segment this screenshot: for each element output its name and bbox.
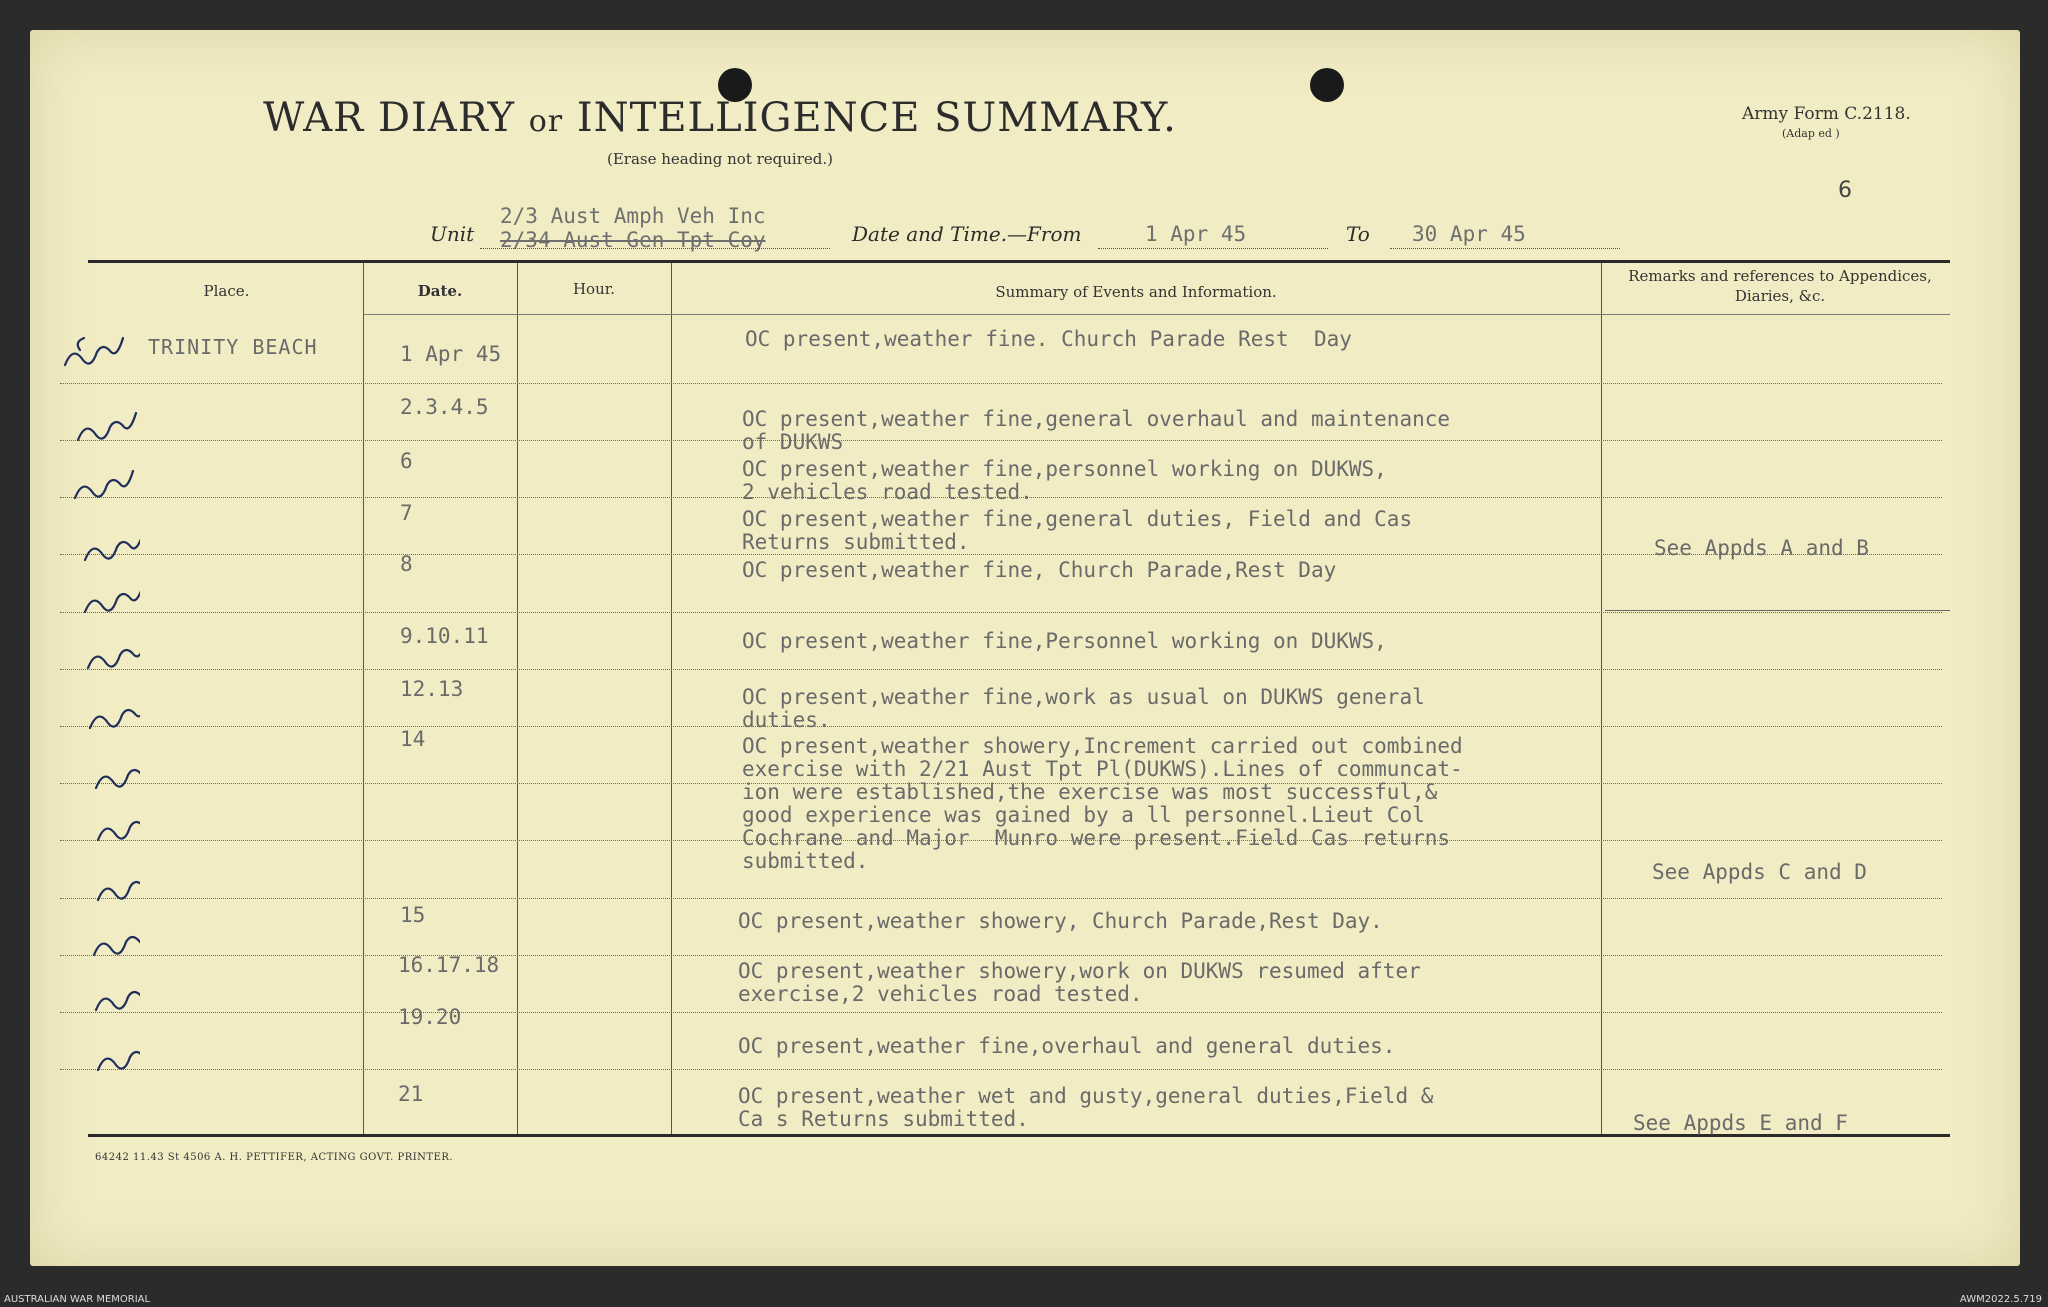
entry-summary: OC present,weather fine,general overhaul and maintenance of DUKWS xyxy=(742,407,1451,454)
header-remarks: Remarks and references to Appendices, Diaries, &c. xyxy=(1628,267,1932,305)
row-separator xyxy=(60,898,1942,899)
entry-summary: OC present,weather fine,work as usual on DUKWS general duties. xyxy=(742,685,1425,732)
entry-date: 12.13 xyxy=(400,677,464,701)
column-divider xyxy=(671,263,672,1134)
entry-place: TRINITY BEACH xyxy=(148,335,318,359)
to-label: To xyxy=(1346,222,1370,246)
row-separator xyxy=(60,669,1942,670)
from-date: 1 Apr 45 xyxy=(1145,222,1247,246)
header-date: Date. xyxy=(417,282,463,300)
to-date: 30 Apr 45 xyxy=(1412,222,1526,246)
column-divider xyxy=(517,263,518,1134)
page-corner-mark: 6 xyxy=(1838,178,1852,203)
remarks-underline xyxy=(1605,610,1950,611)
row-separator xyxy=(60,955,1942,956)
entry-summary: OC present,weather showery,work on DUKWS resumed after exercise,2 vehicles road tested. xyxy=(738,959,1421,1006)
entry-date: 7 xyxy=(400,501,413,525)
row-separator xyxy=(60,383,1942,384)
entry-remarks: See Appds E and F xyxy=(1633,1111,1848,1135)
entry-date: 14 xyxy=(400,727,426,751)
entry-date: 19.20 xyxy=(398,1005,462,1029)
entry-date: 1 Apr 45 xyxy=(400,342,502,366)
column-divider xyxy=(1601,263,1602,1134)
unit-line-2-struck: 2/34 Aust Gen Tpt Coy xyxy=(500,228,766,252)
header-underline xyxy=(363,314,1950,315)
entry-summary: OC present,weather fine,personnel working on DUKWS, 2 vehicles road tested. xyxy=(742,457,1387,504)
entry-date: 8 xyxy=(400,552,413,576)
unit-underline xyxy=(480,248,830,249)
army-form-adapted: (Adap ed ) xyxy=(1782,127,1840,140)
document-title: WAR DIARY or INTELLIGENCE SUMMARY. xyxy=(263,95,1177,141)
table-top-rule xyxy=(88,260,1950,263)
entry-summary: OC present,weather fine,overhaul and general duties. xyxy=(738,1034,1396,1058)
entry-remarks: See Appds A and B xyxy=(1654,536,1869,560)
entry-summary: OC present,weather fine,general duties, Field and Cas Returns submitted. xyxy=(742,507,1413,554)
entry-date: 6 xyxy=(400,449,413,473)
date-time-label: Date and Time.—From xyxy=(852,222,1082,246)
column-divider xyxy=(363,263,364,1134)
row-separator xyxy=(60,1069,1942,1070)
entry-summary: OC present,weather fine,Personnel working on DUKWS, xyxy=(742,629,1387,653)
entry-date: 9.10.11 xyxy=(400,624,489,648)
entry-summary: OC present,weather wet and gusty,general duties,Field & Ca s Returns submitted. xyxy=(738,1084,1434,1131)
row-separator xyxy=(60,612,1942,613)
document-subtitle: (Erase heading not required.) xyxy=(606,150,834,168)
entry-date: 16.17.18 xyxy=(398,953,500,977)
entry-date: 15 xyxy=(400,903,426,927)
entry-remarks: See Appds C and D xyxy=(1652,860,1867,884)
entry-date: 21 xyxy=(398,1082,424,1106)
unit-line-1: 2/3 Aust Amph Veh Inc xyxy=(500,204,766,228)
archive-label-right: AWM2022.5.719 xyxy=(1959,1294,2042,1305)
header-hour: Hour. xyxy=(572,280,616,298)
army-form-number: Army Form C.2118. xyxy=(1742,104,1911,124)
entry-summary: OC present,weather fine, Church Parade,Rest Day xyxy=(742,558,1337,582)
header-place: Place. xyxy=(203,282,250,300)
entry-date: 2.3.4.5 xyxy=(400,395,489,419)
handwritten-initials xyxy=(60,310,140,1110)
printer-footer: 64242 11.43 St 4506 A. H. PETTIFER, ACTING GOVT. PRINTER. xyxy=(95,1152,454,1163)
entry-summary: OC present,weather showery, Church Parade,Rest Day. xyxy=(738,909,1383,933)
entry-summary: OC present,weather showery,Increment carried out combined exercise with 2/21 Aust Tpt Pl(DUKWS).Lines of communcat- ion were established,the exercise was most successful,& good experience was gained by a ll personnel.Lieut Col Cochrane and Major Munro were present.Field Cas returns submitted. xyxy=(742,734,1463,873)
from-underline xyxy=(1098,248,1328,249)
header-summary: Summary of Events and Information. xyxy=(995,283,1277,301)
unit-label: Unit xyxy=(430,222,475,246)
row-separator xyxy=(60,1012,1942,1013)
to-underline xyxy=(1390,248,1620,249)
archive-label-left: AUSTRALIAN WAR MEMORIAL xyxy=(4,1294,151,1305)
entry-summary: OC present,weather fine. Church Parade Rest Day xyxy=(745,327,1352,351)
